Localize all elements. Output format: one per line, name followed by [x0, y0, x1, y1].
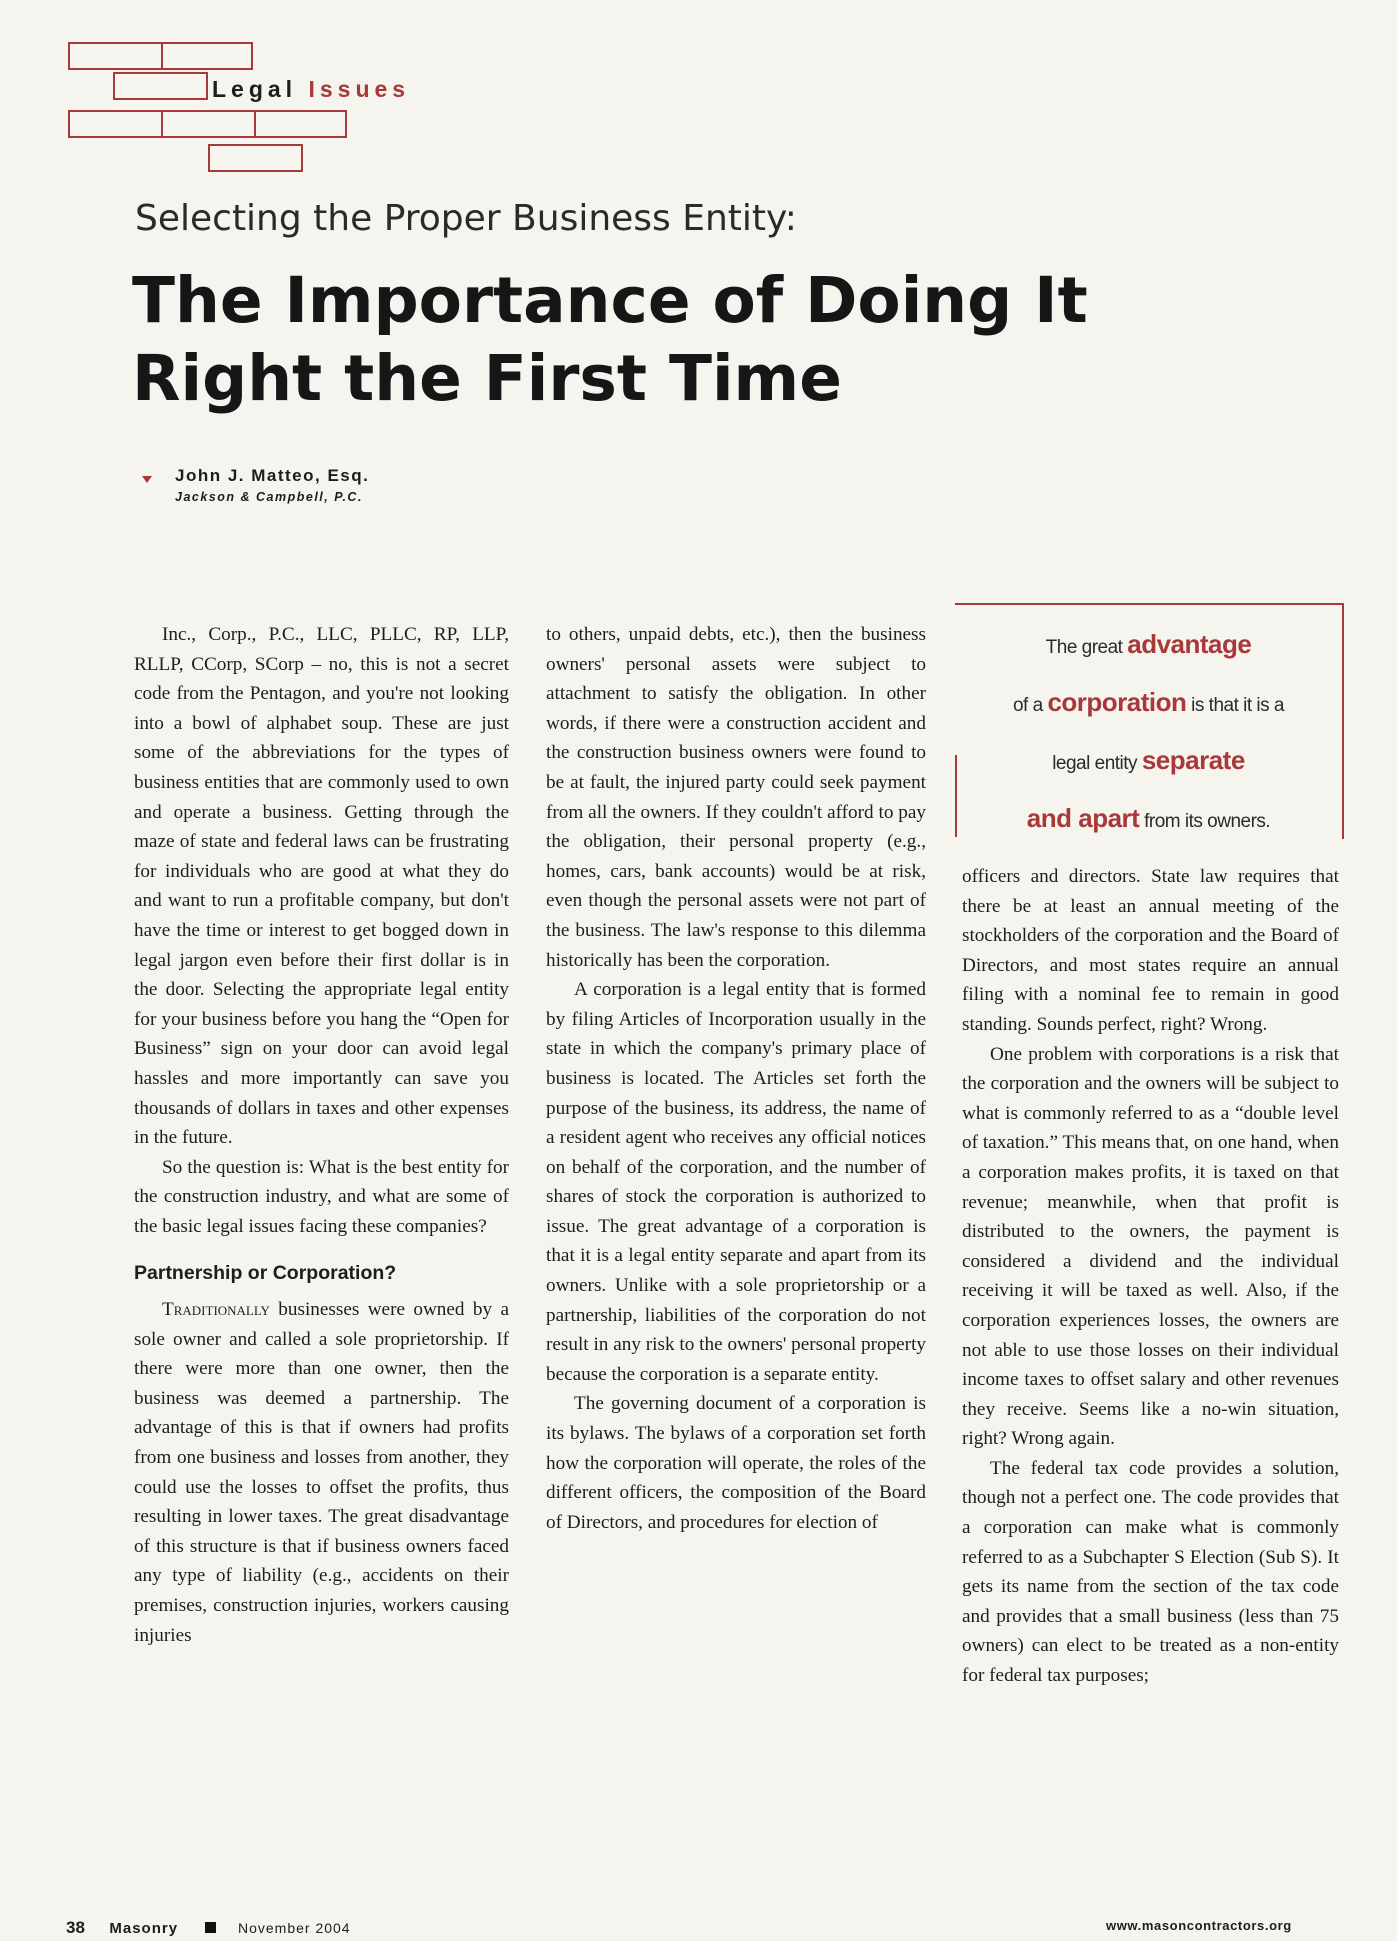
paragraph-text: businesses were owned by a sole owner and called a sole proprietorship. If there were more than one owner, then the business was deemed a partnership. The advantage of this is that if owners had profits from one business and losses from another, they could use the losses to offset the profits, thus resulting in lower taxes. The great disadvantage of this structure is that if business owners faced any type of liability (e.g., accidents on their premises, construction injuries, workers causing injuries	[134, 1299, 509, 1646]
logo-brick	[68, 110, 163, 138]
paragraph: officers and directors. State law requires that there be at least an annual meeting of the stockholders of the corporation and the Board of Directors, and most states require an annual filing with a nominal fee to remain in good standing. Sounds perfect, right? Wrong.	[962, 866, 1339, 1035]
section-heading: Partnership or Corporation?	[134, 1262, 397, 1285]
column-3	[962, 862, 1339, 1691]
paragraph: to others, unpaid debts, etc.), then the business owners' personal assets were subject to attachment to satisfy the obligation. In other words, if there were a construction accident and the construction business owners were found to be at fault, the injured party could seek payment from all the owners. If they couldn't afford to pay the obligation, their personal property (e.g., homes, cars, bank accounts) would be at risk, even though the personal assets were not part of the business. The law's response to this dilemma historically has been the corporation.	[546, 624, 926, 971]
quote-text: is that it is a	[1186, 695, 1285, 716]
section-word-issues: Issues	[308, 76, 411, 102]
section-logo	[68, 42, 368, 172]
quote-text: legal entity	[1052, 753, 1142, 774]
paragraph: The federal tax code provides a solution, though not a perfect one. The code provides that a corporation can make what is commonly referred to as a Subchapter S Election (Sub S). It gets its name from the section of the tax code and provides that a small business (less than 75 owners) can elect to be treated as a non-entity for federal tax purposes;	[962, 1457, 1339, 1687]
logo-brick	[68, 42, 163, 70]
paragraph: A corporation is a legal entity that is formed by filing Articles of Incorporation usually in the state in which the company's primary place of business is located. The Articles set forth the purpose of the business, its address, the name of a resident agent who receives any official notices on behalf of the corporation, and the number of shares of stock the corporation is authorized to issue. The great advantage of a corporation is that it is a legal entity separate and apart from its owners. Unlike with a sole proprietorship or a partnership, liabilities of the corporation do not result in any risk to the owners' personal property because the corporation is a separate entity.	[546, 979, 926, 1385]
section-tag	[212, 76, 410, 103]
page-number: 38	[66, 1918, 85, 1937]
footer-folio	[66, 1918, 351, 1938]
logo-brick	[161, 110, 256, 138]
column-2	[546, 620, 926, 1537]
section-word-legal: Legal	[212, 76, 298, 102]
lead-in: Traditionally	[162, 1299, 270, 1321]
quote-emphasis: corporation	[1047, 687, 1187, 717]
square-bullet-icon	[205, 1922, 216, 1933]
paragraph: Inc., Corp., P.C., LLC, PLLC, RP, LLP, RLLP, CCorp, SCorp – no, this is not a secret code from the Pentagon, and you're not looking into a bowl of alphabet soup. These are just some of the abbreviations for the types of business entities that are commonly used to own and operate a business. Getting through the maze of state and federal laws can be frustrating for individuals who are good at what they do and want to run a profitable company, but don't have the time or interest to get bogged down in legal jargon even before their first dollar is in the door. Selecting the appropriate legal entity for your business before you hang the “Open for Business” sign on your door can avoid legal hassles and more importantly can save you thousands of dollars in taxes and other expenses in the future.	[134, 624, 509, 1149]
article-title: The Importance of Doing It Right the First Time	[132, 264, 1088, 415]
pull-quote	[955, 603, 1344, 839]
paragraph: One problem with corporations is a risk that the corporation and the owners will be subject to what is commonly referred to as a “double level of taxation.” This means that, on one hand, when a corporation makes profits, it is taxed on that revenue; meanwhile, when that profit is distributed to the owners, the payment is considered a dividend and the individual receiving it will be taxed as well. Also, if the corporation experiences losses, the owners are not able to use those losses on their individual income taxes to offset salary and other revenues they receive. Seems like a no-win situation, right? Wrong again.	[962, 1043, 1339, 1450]
footer-url: www.masoncontractors.org	[1106, 1918, 1292, 1933]
bullet-arrow-icon	[142, 476, 152, 483]
author-name: John J. Matteo, Esq.	[175, 466, 370, 485]
paragraph: The governing document of a corporation is its bylaws. The bylaws of a corporation set forth how the corporation will operate, the roles of the different officers, the composition of the Board of Directors, and procedures for election of	[546, 1393, 926, 1533]
paragraph: So the question is: What is the best entity for the construction industry, and what are some of the basic legal issues facing these companies?	[134, 1156, 509, 1237]
quote-text: from its owners.	[1139, 811, 1271, 832]
quote-text: of a	[1012, 695, 1048, 716]
pull-quote-line	[955, 733, 1342, 791]
column-1	[134, 620, 509, 1650]
logo-brick	[208, 144, 303, 172]
article-subtitle: Selecting the Proper Business Entity:	[135, 198, 797, 239]
logo-brick	[254, 110, 347, 138]
pull-quote-line	[955, 675, 1342, 733]
paragraph	[134, 1295, 509, 1650]
issue-date: November 2004	[237, 1920, 351, 1936]
pull-quote-line	[955, 791, 1342, 849]
quote-text: The great	[1045, 637, 1128, 658]
author-firm: Jackson & Campbell, P.C.	[175, 490, 363, 504]
logo-brick	[161, 42, 253, 70]
logo-brick	[113, 72, 208, 100]
quote-emphasis: advantage	[1127, 629, 1252, 659]
pull-quote-line	[955, 617, 1342, 675]
quote-emphasis: separate	[1141, 745, 1245, 775]
quote-emphasis: and apart	[1026, 803, 1140, 833]
magazine-name: Masonry	[109, 1920, 179, 1937]
pull-quote-text	[955, 617, 1342, 849]
